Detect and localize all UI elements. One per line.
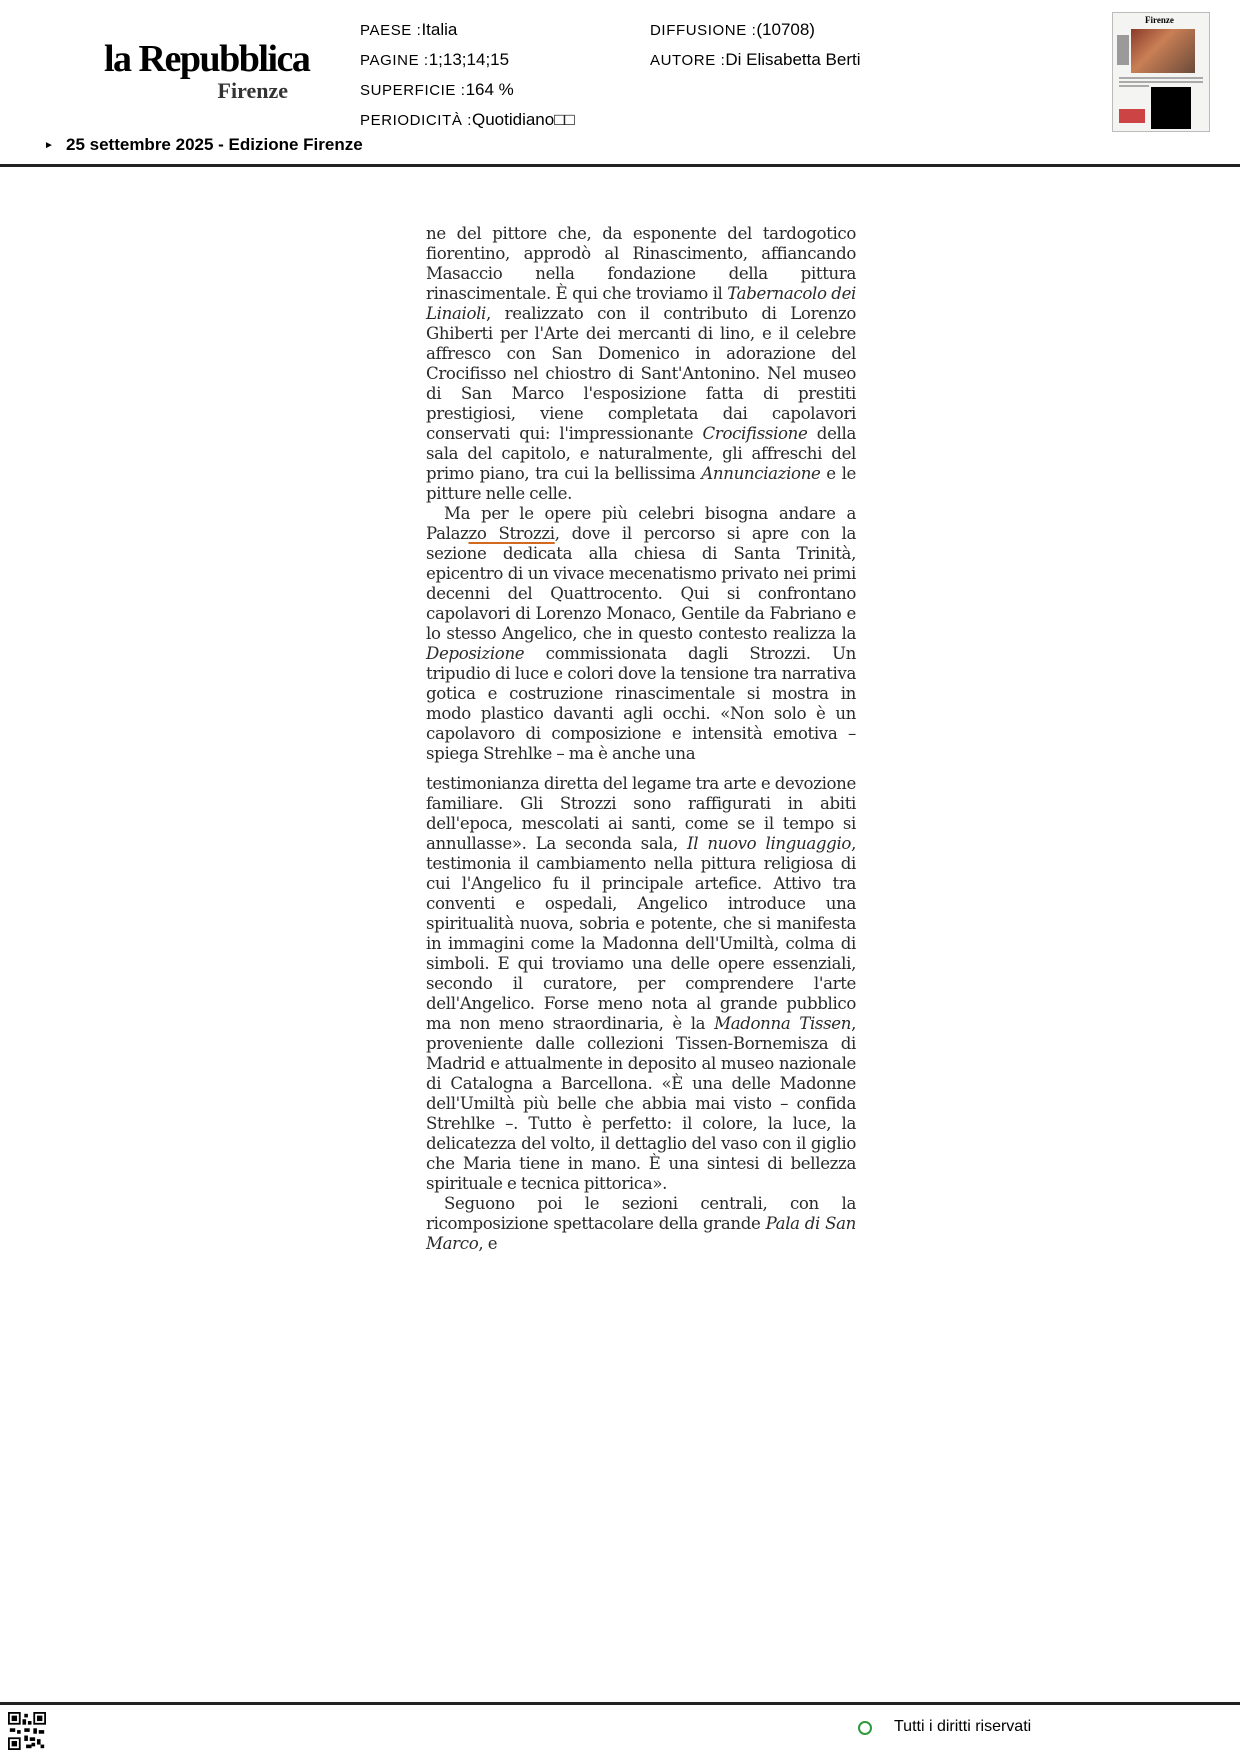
italic-title: Pala di San Marco	[426, 1214, 856, 1253]
italic-title: Deposizione	[426, 644, 525, 663]
meta-paese-value: Italia	[421, 20, 458, 39]
meta-autore	[650, 50, 861, 71]
thumbnail-title: Firenze	[1145, 15, 1174, 25]
edition-line	[44, 135, 363, 155]
meta-diffusione	[650, 20, 815, 41]
article-paragraph	[426, 504, 856, 764]
text-run: e le pitture nelle celle.	[426, 464, 856, 503]
rights-circle-icon	[858, 1721, 872, 1735]
italic-title: Crocifissione	[702, 424, 808, 443]
text-run: testimonianza diretta del legame tra arte e devozione familiare. Gli Strozzi sono raffigurati in abiti dell'epoca, mescolati ai santi, come se il tempo si annullasse». La seconda sala,	[426, 774, 856, 853]
text-run: Ma per le opere più celebri bisogna andare a Palaz	[426, 504, 856, 543]
header-divider	[0, 164, 1240, 167]
text-run: , e	[478, 1234, 498, 1253]
thumbnail-red-block	[1119, 109, 1145, 123]
meta-autore-label: AUTORE :	[650, 52, 726, 69]
thumbnail-text-line	[1119, 85, 1149, 87]
meta-superficie-value: 164 %	[465, 80, 514, 99]
thumbnail-text-line	[1119, 81, 1203, 83]
qr-code-icon	[8, 1712, 46, 1750]
logo-subtitle: Firenze	[217, 78, 288, 103]
meta-diffusione-value: (10708)	[756, 20, 815, 39]
rights-notice: Tutti i diritti riservati	[894, 1718, 1032, 1735]
triangle-right-icon: ►	[44, 140, 54, 151]
thumbnail-redacted-block	[1151, 87, 1191, 129]
meta-pagine	[360, 50, 509, 71]
article-paragraph	[426, 774, 856, 1194]
meta-pagine-value: 1;13;14;15	[428, 50, 510, 69]
article-body	[426, 224, 856, 1254]
text-run: commissionata dagli Strozzi. Un tripudio di luce e colori dove la tensione tra narrativa gotica e costruzione rinascimentale si mostra in modo plastico davanti agli occhi. «Non solo è un capolavoro di composizione e intensità emotiva – spiega Strehlke – ma è anche una	[426, 644, 856, 763]
highlighted-text: zo Strozzi	[468, 524, 555, 543]
text-run: , dove il percorso si apre con la sezione dedicata alla chiesa di Santa Trinità, epicentro di un vivace mecenatismo privato nei primi decenni del Quattrocento. Qui si confrontano capolavori di Lorenzo Monaco, Gentile da Fabriano e lo stesso Angelico, che in questo contesto realizza la	[426, 524, 856, 643]
logo-title: la Repubblica	[104, 38, 310, 80]
edition-text: 25 settembre 2025 - Edizione Firenze	[66, 135, 363, 154]
text-run: , proveniente dalle collezioni Tissen-Bornemisza di Madrid e attualmente in deposito al museo nazionale di Catalogna a Barcellona. «È una delle Madonne dell'Umiltà più belle che abbia mai visto – confida Strehlke –. Tutto è perfetto: il colore, la luce, la delicatezza del volto, il dettaglio del vaso con il giglio che Maria tiene in mano. È una sintesi di bellezza spirituale e tecnica pittorica».	[426, 1014, 856, 1193]
meta-superficie-label: SUPERFICIE :	[360, 82, 466, 99]
meta-autore-value: Di Elisabetta Berti	[725, 50, 861, 69]
meta-periodicita-value: Quotidiano□□	[471, 110, 575, 129]
text-run: Seguono poi le sezioni centrali, con la ricomposizione spettacolare della grande	[426, 1194, 856, 1233]
page-thumbnail	[1112, 12, 1210, 132]
meta-paese	[360, 20, 457, 41]
text-run: , testimonia il cambiamento nella pittura religiosa di cui l'Angelico fu il principale artefice. Attivo tra conventi e ospedali, Angelico introduce una spiritualità nuova, sobria e potente, che si manifesta in immagini come la Madonna dell'Umiltà, colma di simboli. E qui troviamo una delle opere essenziali, secondo il curatore, per comprendere l'arte dell'Angelico. Forse meno nota al grande pubblico ma non meno straordinaria, è la	[426, 834, 856, 1033]
text-run: ne del pittore che, da esponente del tardogotico fiorentino, approdò al Rinascimento, affiancando Masaccio nella fondazione della pittura rinascimentale. È qui che troviamo il	[426, 224, 856, 303]
text-run: della sala del capitolo, e naturalmente, gli affreschi del primo piano, tra cui la bellissima	[426, 424, 856, 483]
publication-logo	[104, 38, 310, 103]
italic-title: Tabernacolo dei Linaioli	[426, 284, 857, 323]
thumbnail-text-line	[1119, 77, 1203, 79]
text-run: , realizzato con il contributo di Lorenzo Ghiberti per l'Arte dei mercanti di lino, e il celebre affresco con San Domenico in adorazione del Crocifisso nel chiostro di Sant'Antonino. Nel museo di San Marco l'esposizione fatta di prestiti prestigiosi, viene completata dai capolavori conservati qui: l'impressionante	[426, 304, 856, 443]
italic-title: Il nuovo linguaggio	[687, 834, 852, 853]
meta-periodicita-label: PERIODICITÀ :	[360, 112, 472, 129]
italic-title: Annunciazione	[701, 464, 821, 483]
meta-periodicita	[360, 110, 575, 131]
meta-paese-label: PAESE :	[360, 22, 422, 39]
footer-divider	[0, 1702, 1240, 1705]
meta-diffusione-label: DIFFUSIONE :	[650, 22, 757, 39]
article-paragraph	[426, 1194, 856, 1254]
meta-pagine-label: PAGINE :	[360, 52, 429, 69]
article-paragraph	[426, 224, 856, 504]
meta-superficie	[360, 80, 514, 101]
thumbnail-photo	[1131, 29, 1195, 73]
thumbnail-side-photo	[1117, 35, 1129, 65]
italic-title: Madonna Tissen	[714, 1014, 852, 1033]
